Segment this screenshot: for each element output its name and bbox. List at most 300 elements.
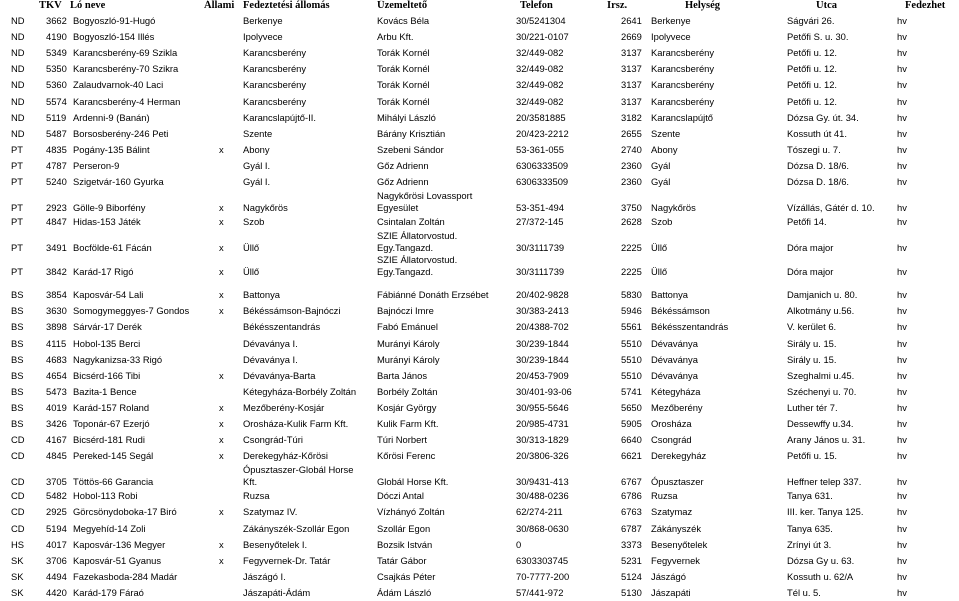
cell-zip: 5510 [621, 337, 642, 349]
cell-coverage: hv [897, 176, 907, 187]
cell-stallion-number: 5350 [46, 63, 67, 75]
table-row [0, 416, 959, 432]
cell-horse-name: Görcsönydoboka-17 Biró [73, 506, 177, 518]
cell-zip: 3182 [621, 111, 642, 123]
cell-street: Kossuth út 41. [787, 127, 847, 139]
cell-tkv: BS [11, 289, 24, 301]
cell-zip: 5510 [621, 369, 642, 381]
cell-phone: 32/449-082 [516, 63, 564, 75]
cell-horse-name: Bogyoszló-154 Illés [73, 31, 155, 43]
cell-tkv: SK [11, 554, 24, 566]
cell-street: Dózsa D. 18/6. [787, 176, 850, 187]
cell-coverage: hv [897, 586, 907, 598]
cell-phone: 27/372-145 [516, 216, 564, 228]
cell-street: Petőfi S. u. 30. [787, 31, 849, 43]
cell-coverage: hv [897, 353, 907, 365]
cell-zip: 3750 [621, 202, 642, 214]
cell-station: Battonya [243, 289, 281, 301]
cell-zip: 5650 [621, 401, 642, 413]
cell-state-mark: x [219, 434, 224, 446]
cell-station: Jászapáti-Ádám [243, 586, 311, 598]
cell-state-mark: x [219, 369, 224, 381]
cell-phone: 30/5241304 [516, 15, 566, 26]
cell-stallion-number: 4420 [46, 586, 67, 598]
cell-horse-name: Karancsberény-70 Szikra [73, 63, 179, 75]
cell-zip: 5510 [621, 353, 642, 365]
table-row [0, 569, 959, 585]
cell-phone: 62/274-211 [516, 506, 563, 518]
table-row [0, 521, 959, 537]
cell-tkv: PT [11, 216, 23, 228]
cell-station: Berkenye [243, 15, 283, 26]
cell-phone: 30/488-0236 [516, 490, 569, 502]
cell-station: Ipolyvece [243, 31, 283, 43]
cell-operator: Murányi Károly [377, 353, 440, 365]
cell-locality: Karancsberény [651, 63, 715, 75]
cell-station: Dévaványa-Barta [243, 369, 316, 381]
cell-stallion-number: 2925 [46, 506, 67, 518]
cell-operator: Mihályi László [377, 111, 436, 123]
cell-stallion-number: 5240 [46, 176, 67, 187]
cell-horse-name: Bicsérd-166 Tibi [73, 369, 141, 381]
cell-horse-name: Borsosberény-246 Peti [73, 127, 169, 139]
cell-coverage: hv [897, 490, 907, 502]
cell-horse-name: Pogány-135 Bálint [73, 143, 150, 155]
cell-operator: Szollár Egon [377, 522, 431, 534]
cell-zip: 2360 [621, 159, 642, 171]
table-row [0, 29, 959, 45]
cell-street: Petőfi u. 12. [787, 63, 838, 75]
cell-stallion-number: 4494 [46, 570, 67, 582]
cell-phone: 30/9431-413 [516, 476, 569, 488]
cell-stallion-number: 3630 [46, 305, 67, 317]
cell-tkv: BS [11, 385, 24, 397]
cell-phone: 20/423-2212 [516, 127, 569, 139]
cell-locality: Üllő [651, 242, 668, 254]
cell-tkv: HS [11, 538, 25, 550]
cell-horse-name: Ardenni-9 (Banán) [73, 111, 150, 123]
cell-tkv: ND [11, 15, 25, 26]
cell-coverage: hv [897, 538, 907, 550]
cell-station: Gyál I. [243, 176, 271, 187]
cell-coverage: hv [897, 47, 907, 59]
cell-tkv: PT [11, 202, 23, 214]
cell-tkv: PT [11, 242, 23, 254]
cell-horse-name: Karád-157 Roland [73, 401, 150, 413]
cell-tkv: BS [11, 337, 24, 349]
cell-horse-name: Perseron-9 [73, 159, 120, 171]
cell-phone: 30/955-5646 [516, 401, 569, 413]
cell-coverage: hv [897, 418, 907, 429]
table-row [0, 61, 959, 77]
cell-coverage: hv [897, 31, 907, 43]
cell-locality: Karancsberény [651, 47, 715, 59]
cell-phone: 53-361-055 [516, 143, 564, 155]
cell-horse-name: Sárvár-17 Derék [73, 321, 142, 333]
cell-state-mark: x [219, 143, 224, 155]
cell-station: Csongrád-Túri [243, 434, 303, 446]
cell-state-mark: x [219, 289, 224, 301]
cell-station: Abony [243, 143, 270, 155]
cell-station: Fegyvernek-Dr. Tatár [243, 554, 331, 566]
header-zip: Irsz. [607, 0, 628, 11]
cell-phone: 30/383-2413 [516, 305, 569, 317]
cell-locality: Üllő [651, 266, 668, 278]
cell-tkv: CD [11, 450, 25, 462]
cell-operator: Murányi Károly [377, 337, 440, 349]
cell-state-mark: x [219, 554, 224, 566]
cell-street: Petőfi u. 12. [787, 95, 838, 107]
cell-phone: 20/985-4731 [516, 418, 569, 429]
cell-locality: Dévaványa [651, 353, 698, 365]
cell-station: Békéssámson-Bajnóczi [243, 305, 341, 317]
header-street: Utca [816, 0, 837, 11]
table-row [0, 400, 959, 416]
cell-zip: 5905 [621, 418, 642, 429]
table-row [0, 319, 959, 335]
cell-zip: 3137 [621, 47, 642, 59]
cell-stallion-number: 4845 [46, 450, 67, 462]
cell-coverage: hv [897, 289, 907, 301]
table-row [0, 77, 959, 93]
cell-zip: 6787 [621, 522, 642, 534]
cell-zip: 2641 [621, 15, 642, 26]
cell-zip: 3373 [621, 538, 642, 550]
cell-stallion-number: 5482 [46, 490, 67, 502]
cell-stallion-number: 5119 [46, 111, 67, 123]
cell-street: Kossuth u. 62/A [787, 570, 854, 582]
table-row [0, 190, 959, 214]
cell-operator: Túri Norbert [377, 434, 428, 446]
cell-stallion-number: 3426 [46, 418, 67, 429]
cell-operator: Tatár Gábor [377, 554, 427, 566]
cell-zip: 2360 [621, 176, 642, 187]
cell-zip: 6786 [621, 490, 642, 502]
cell-zip: 5741 [621, 385, 642, 397]
cell-stallion-number: 5360 [46, 79, 67, 91]
table-row [0, 230, 959, 254]
cell-horse-name: Hidas-153 Játék [73, 216, 141, 228]
cell-operator: Fábiánné Donáth Erzsébet [377, 289, 489, 301]
cell-tkv: SK [11, 570, 24, 582]
cell-locality: Békésszentandrás [651, 321, 729, 333]
cell-street: V. kerület 6. [787, 321, 837, 333]
cell-stallion-number: 5194 [46, 522, 67, 534]
cell-phone: 30/221-0107 [516, 31, 569, 43]
table-row [0, 384, 959, 400]
cell-phone: 32/449-082 [516, 79, 564, 91]
cell-phone: 30/3111739 [516, 266, 565, 278]
header-state: Állami [204, 0, 235, 11]
cell-coverage: hv [897, 63, 907, 75]
cell-street: Dózsa D. 18/6. [787, 159, 850, 171]
cell-operator: Dóczi Antal [377, 490, 424, 502]
table-row [0, 110, 959, 126]
cell-phone: 57/441-972 [516, 586, 564, 598]
cell-phone: 6306333509 [516, 176, 569, 187]
table-row [0, 448, 959, 464]
cell-tkv: BS [11, 369, 24, 381]
cell-locality: Battonya [651, 289, 689, 301]
cell-street: Sirály u. 15. [787, 337, 837, 349]
header-coverage: Fedezhet [905, 0, 946, 11]
cell-phone: 53-351-494 [516, 202, 564, 214]
cell-stallion-number: 5473 [46, 385, 67, 397]
cell-coverage: hv [897, 476, 907, 488]
cell-horse-name: Szigetvár-160 Gyurka [73, 176, 164, 187]
cell-operator: Kulik Farm Kft. [377, 418, 439, 429]
header-tkv: TKV [39, 0, 62, 11]
cell-locality: Gyál [651, 176, 671, 187]
cell-operator: Kosjár György [377, 401, 437, 413]
table-row [0, 504, 959, 520]
cell-operator: SZIE Állatorvostud. Egy.Tangazd. [377, 254, 458, 278]
cell-stallion-number: 5349 [46, 47, 67, 59]
cell-horse-name: Toponár-67 Ezerjó [73, 418, 150, 429]
cell-operator: Bajnóczi Imre [377, 305, 434, 317]
cell-zip: 6640 [621, 434, 642, 446]
cell-operator: Barta János [377, 369, 428, 381]
cell-phone: 20/3581885 [516, 111, 566, 123]
cell-state-mark: x [219, 266, 224, 278]
cell-street: Luther tér 7. [787, 401, 838, 413]
cell-coverage: hv [897, 401, 907, 413]
cell-operator: Ádám László [377, 586, 432, 598]
cell-stallion-number: 4190 [46, 31, 67, 43]
cell-coverage: hv [897, 554, 907, 566]
cell-street: Damjanich u. 80. [787, 289, 858, 301]
cell-station: Dévaványa I. [243, 353, 298, 365]
cell-stallion-number: 3705 [46, 476, 67, 488]
cell-tkv: BS [11, 353, 24, 365]
cell-station: Szente [243, 127, 273, 139]
cell-tkv: ND [11, 95, 25, 107]
cell-stallion-number: 3898 [46, 321, 67, 333]
cell-tkv: BS [11, 321, 24, 333]
cell-street: Tél u. 5. [787, 586, 821, 598]
table-row [0, 158, 959, 174]
cell-street: Dóra major [787, 242, 834, 254]
cell-phone: 70-7777-200 [516, 570, 570, 582]
cell-stallion-number: 4787 [46, 159, 67, 171]
table-row [0, 13, 959, 29]
cell-tkv: ND [11, 63, 25, 75]
cell-zip: 5124 [621, 570, 642, 582]
cell-phone: 20/402-9828 [516, 289, 569, 301]
cell-stallion-number: 3706 [46, 554, 67, 566]
cell-state-mark: x [219, 216, 224, 228]
cell-locality: Szatymaz [651, 506, 693, 518]
cell-coverage: hv [897, 159, 907, 171]
cell-locality: Ipolyvece [651, 31, 691, 43]
cell-operator: Kovács Béla [377, 15, 430, 26]
header-operator: Üzemeltető [377, 0, 428, 11]
cell-horse-name: Fazekasboda-284 Madár [73, 570, 178, 582]
table-row [0, 94, 959, 110]
cell-station: Jászágó I. [243, 570, 286, 582]
cell-phone: 0 [516, 538, 522, 550]
cell-street: Petőfi u. 12. [787, 79, 838, 91]
cell-phone: 20/3806-326 [516, 450, 569, 462]
cell-operator: Torák Kornél [377, 79, 430, 91]
cell-locality: Zákányszék [651, 522, 702, 534]
cell-locality: Szente [651, 127, 681, 139]
cell-state-mark: x [219, 418, 224, 429]
cell-stallion-number: 2923 [46, 202, 67, 214]
cell-zip: 2628 [621, 216, 642, 228]
cell-stallion-number: 4019 [46, 401, 67, 413]
cell-station: Karancsberény [243, 95, 307, 107]
cell-tkv: BS [11, 418, 24, 429]
cell-zip: 6621 [621, 450, 642, 462]
cell-horse-name: Karád-17 Rigó [73, 266, 134, 278]
cell-zip: 5830 [621, 289, 642, 301]
cell-coverage: hv [897, 143, 907, 155]
cell-locality: Derekegyház [651, 450, 707, 462]
cell-street: Tószegi u. 7. [787, 143, 841, 155]
table-row [0, 585, 959, 601]
cell-street: Arany János u. 31. [787, 434, 866, 446]
cell-locality: Mezőberény [651, 401, 703, 413]
cell-tkv: CD [11, 476, 25, 488]
cell-station: Karancsberény [243, 63, 307, 75]
cell-coverage: hv [897, 15, 907, 26]
cell-street: Sirály u. 15. [787, 353, 837, 365]
header-horse-name: Ló neve [70, 0, 106, 11]
cell-tkv: ND [11, 79, 25, 91]
cell-phone: 30/868-0630 [516, 522, 569, 534]
cell-coverage: hv [897, 369, 907, 381]
cell-zip: 2225 [621, 266, 642, 278]
cell-station: Gyál I. [243, 159, 271, 171]
cell-locality: Karancsberény [651, 79, 715, 91]
cell-street: Heffner telep 337. [787, 476, 862, 488]
cell-horse-name: Hobol-113 Robi [73, 490, 138, 502]
cell-stallion-number: 4115 [46, 337, 67, 349]
table-row [0, 254, 959, 278]
cell-horse-name: Nagykanizsa-33 Rigó [73, 353, 163, 365]
cell-phone: 6303303745 [516, 554, 569, 566]
cell-stallion-number: 4017 [46, 538, 67, 550]
table-row [0, 352, 959, 368]
cell-stallion-number: 4167 [46, 434, 67, 446]
cell-coverage: hv [897, 111, 907, 123]
cell-horse-name: Karancsberény-69 Szikla [73, 47, 178, 59]
header-locality: Helység [685, 0, 720, 11]
cell-locality: Jászágó [651, 570, 686, 582]
cell-operator: Bozsik István [377, 538, 433, 550]
cell-coverage: hv [897, 202, 907, 214]
cell-locality: Nagykőrös [651, 202, 696, 214]
cell-coverage: hv [897, 385, 907, 397]
cell-locality: Dévaványa [651, 369, 698, 381]
cell-tkv: CD [11, 506, 25, 518]
cell-tkv: SK [11, 586, 24, 598]
cell-operator: Fabó Emánuel [377, 321, 438, 333]
cell-locality: Ópusztaszer [651, 476, 704, 488]
cell-station: Karancsberény [243, 79, 307, 91]
cell-station: Szatymaz IV. [243, 506, 298, 518]
cell-coverage: hv [897, 321, 907, 333]
cell-operator: Csajkás Péter [377, 570, 436, 582]
cell-stallion-number: 4654 [46, 369, 67, 381]
cell-zip: 3137 [621, 95, 642, 107]
cell-coverage: hv [897, 305, 907, 317]
cell-station: Dévaványa I. [243, 337, 298, 349]
cell-zip: 2225 [621, 242, 642, 254]
cell-locality: Orosháza [651, 418, 692, 429]
table-row [0, 488, 959, 504]
cell-zip: 5946 [621, 305, 642, 317]
cell-station: Ruzsa [243, 490, 270, 502]
cell-street: Dózsa Gy u. 63. [787, 554, 855, 566]
cell-operator: Globál Horse Kft. [377, 476, 449, 488]
cell-tkv: PT [11, 143, 23, 155]
cell-locality: Karancsberény [651, 95, 715, 107]
table-row [0, 464, 959, 488]
cell-station: Mezőberény-Kosjár [243, 401, 325, 413]
cell-phone: 30/239-1844 [516, 337, 569, 349]
cell-state-mark: x [219, 242, 224, 254]
cell-phone: 30/401-93-06 [516, 385, 572, 397]
cell-station: Üllő [243, 242, 260, 254]
cell-tkv: ND [11, 31, 25, 43]
cell-coverage: hv [897, 450, 907, 462]
cell-tkv: ND [11, 47, 25, 59]
cell-zip: 2655 [621, 127, 642, 139]
cell-state-mark: x [219, 401, 224, 413]
cell-operator: Torák Kornél [377, 63, 430, 75]
table-row [0, 432, 959, 448]
cell-operator: Arbu Kft. [377, 31, 414, 43]
cell-street: Tanya 631. [787, 490, 833, 502]
cell-station: Békésszentandrás [243, 321, 321, 333]
cell-phone: 32/449-082 [516, 47, 564, 59]
cell-locality: Kétegyháza [651, 385, 701, 397]
table-row [0, 174, 959, 190]
cell-street: Szeghalmi u.45. [787, 369, 855, 381]
cell-station: Ópusztaszer-Globál Horse Kft. [243, 464, 354, 488]
cell-street: Petőfi u. 12. [787, 47, 838, 59]
cell-stallion-number: 4683 [46, 353, 67, 365]
cell-stallion-number: 3491 [46, 242, 67, 254]
cell-coverage: hv [897, 434, 907, 446]
cell-coverage: hv [897, 506, 907, 518]
cell-locality: Békéssámson [651, 305, 710, 317]
cell-station: Kétegyháza-Borbély Zoltán [243, 385, 357, 397]
cell-zip: 5231 [621, 554, 642, 566]
cell-zip: 5130 [621, 586, 642, 598]
cell-operator: Gőz Adrienn [377, 176, 429, 187]
cell-station: Derekegyház-Kőrösi [243, 450, 328, 462]
cell-horse-name: Hobol-135 Berci [73, 337, 141, 349]
cell-station: Karancslapújtő-II. [243, 111, 316, 123]
cell-horse-name: Karancsberény-4 Herman [73, 95, 181, 107]
cell-locality: Abony [651, 143, 678, 155]
cell-street: Széchenyi u. 70. [787, 385, 857, 397]
table-row [0, 214, 959, 230]
cell-operator: SZIE Állatorvostud. Egy.Tangazd. [377, 230, 458, 254]
cell-zip: 5561 [621, 321, 642, 333]
table-row [0, 368, 959, 384]
cell-operator: Vízhányó Zoltán [377, 506, 445, 518]
cell-station: Szob [243, 216, 265, 228]
cell-tkv: CD [11, 522, 25, 534]
cell-street: Tanya 635. [787, 522, 833, 534]
cell-street: Dóra major [787, 266, 834, 278]
cell-horse-name: Megyehíd-14 Zoli [73, 522, 146, 534]
cell-operator: Gőz Adrienn [377, 159, 429, 171]
